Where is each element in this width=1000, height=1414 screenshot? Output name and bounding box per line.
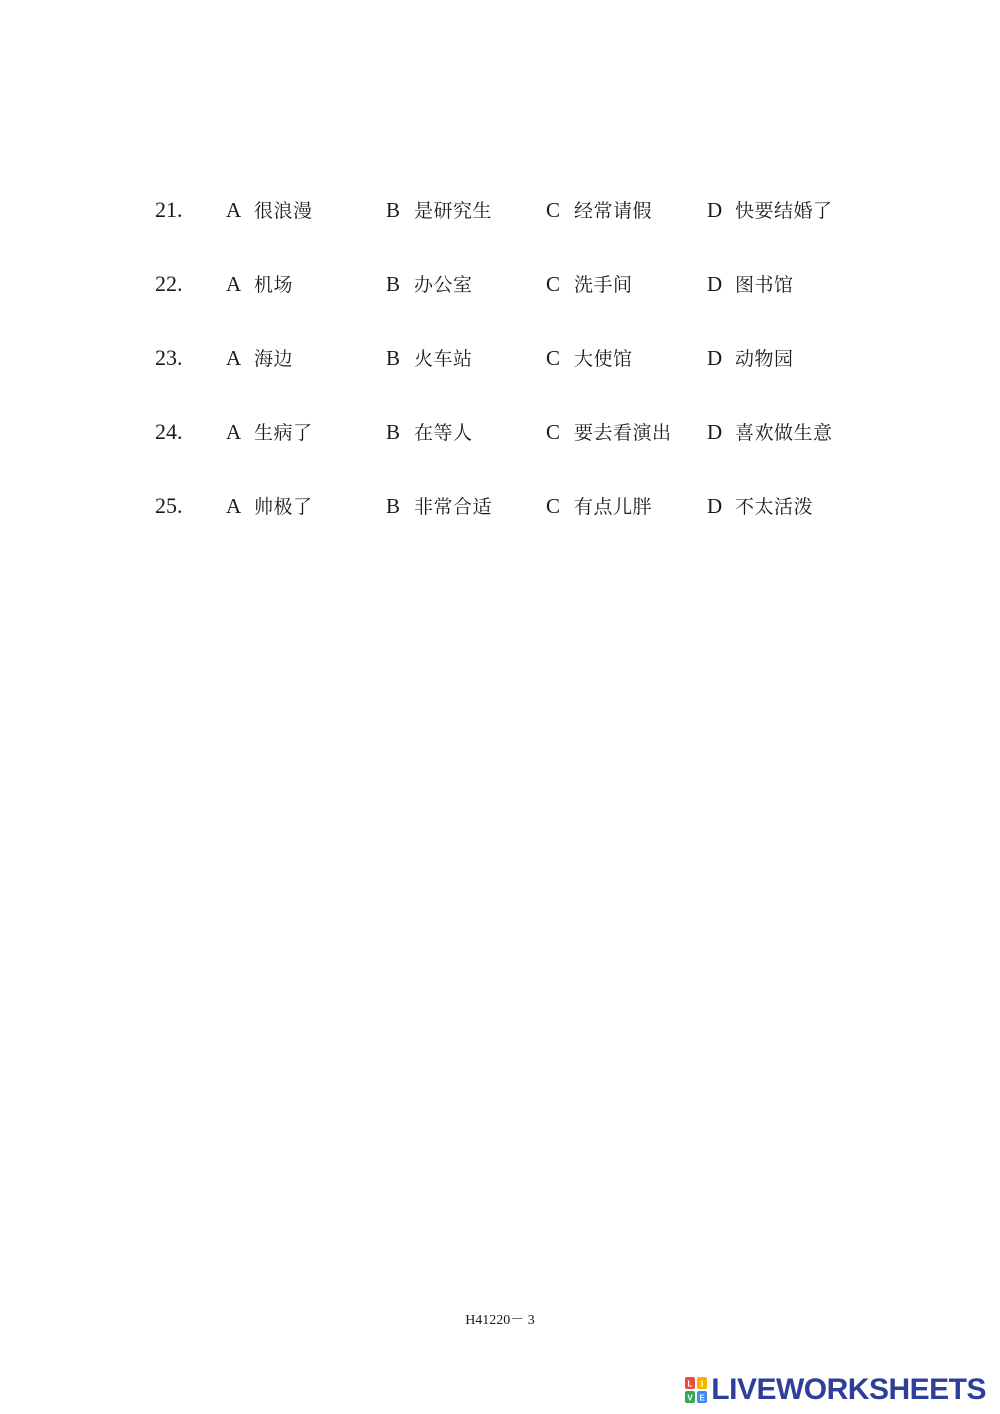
option-b[interactable] <box>386 264 473 304</box>
option-d[interactable] <box>707 486 813 526</box>
option-text: 火车站 <box>414 348 473 370</box>
svg-text:L: L <box>687 1379 693 1389</box>
option-b[interactable] <box>386 190 492 230</box>
option-b[interactable] <box>386 486 492 526</box>
option-letter: D <box>707 346 723 370</box>
option-c[interactable] <box>546 412 672 452</box>
option-d[interactable] <box>707 190 833 230</box>
option-a[interactable] <box>226 264 293 304</box>
option-text: 大使馆 <box>574 348 633 370</box>
option-letter: D <box>707 198 723 222</box>
option-text: 洗手间 <box>574 274 633 296</box>
option-letter: B <box>386 272 401 296</box>
option-text: 生病了 <box>254 422 313 444</box>
option-b[interactable] <box>386 338 473 378</box>
option-text: 快要结婚了 <box>735 200 833 222</box>
option-d[interactable] <box>707 412 833 452</box>
question-row-21 <box>0 190 1000 230</box>
svg-text:E: E <box>699 1393 705 1403</box>
option-letter: B <box>386 494 401 518</box>
option-text: 要去看演出 <box>574 422 672 444</box>
option-letter: A <box>226 346 242 370</box>
option-letter: B <box>386 198 401 222</box>
option-text: 机场 <box>254 274 294 296</box>
question-number: 23. <box>155 345 183 370</box>
option-c[interactable] <box>546 264 633 304</box>
liveworksheets-logo-icon <box>685 1377 707 1403</box>
option-letter: D <box>707 272 723 296</box>
option-text: 非常合适 <box>414 496 493 518</box>
option-text: 办公室 <box>414 274 473 296</box>
option-letter: A <box>226 494 242 518</box>
brand-name: LIVEWORKSHEETS <box>711 1373 986 1406</box>
option-text: 海边 <box>254 348 294 370</box>
option-text: 很浪漫 <box>254 200 313 222</box>
option-letter: A <box>226 272 242 296</box>
option-a[interactable] <box>226 338 293 378</box>
liveworksheets-brand[interactable] <box>685 1372 986 1408</box>
option-letter: C <box>546 198 561 222</box>
option-letter: D <box>707 420 723 444</box>
option-letter: D <box>707 494 723 518</box>
option-b[interactable] <box>386 412 473 452</box>
option-text: 动物园 <box>735 348 794 370</box>
option-a[interactable] <box>226 412 313 452</box>
option-letter: A <box>226 420 242 444</box>
option-text: 图书馆 <box>735 274 794 296</box>
option-text: 在等人 <box>414 422 473 444</box>
option-text: 不太活泼 <box>735 496 814 518</box>
question-row-23 <box>0 338 1000 378</box>
option-letter: B <box>386 420 401 444</box>
question-row-24 <box>0 412 1000 452</box>
question-list <box>0 0 1000 600</box>
option-text: 是研究生 <box>414 200 493 222</box>
option-d[interactable] <box>707 338 794 378</box>
question-number: 21. <box>155 197 183 222</box>
option-letter: B <box>386 346 401 370</box>
question-number: 22. <box>155 271 183 296</box>
page-code: H41220－ 3 <box>465 1313 535 1328</box>
option-text: 经常请假 <box>574 200 653 222</box>
svg-text:V: V <box>687 1393 693 1403</box>
question-row-25 <box>0 486 1000 526</box>
option-text: 有点儿胖 <box>574 496 653 518</box>
option-c[interactable] <box>546 190 652 230</box>
question-number: 24. <box>155 419 183 444</box>
option-d[interactable] <box>707 264 794 304</box>
option-letter: A <box>226 198 242 222</box>
question-row-22 <box>0 264 1000 304</box>
option-letter: C <box>546 346 561 370</box>
option-a[interactable] <box>226 190 313 230</box>
option-letter: C <box>546 420 561 444</box>
option-text: 帅极了 <box>254 496 313 518</box>
option-letter: C <box>546 494 561 518</box>
option-a[interactable] <box>226 486 313 526</box>
question-number: 25. <box>155 493 183 518</box>
option-letter: C <box>546 272 561 296</box>
svg-text:I: I <box>701 1379 704 1389</box>
option-c[interactable] <box>546 338 633 378</box>
option-text: 喜欢做生意 <box>735 422 833 444</box>
option-c[interactable] <box>546 486 652 526</box>
